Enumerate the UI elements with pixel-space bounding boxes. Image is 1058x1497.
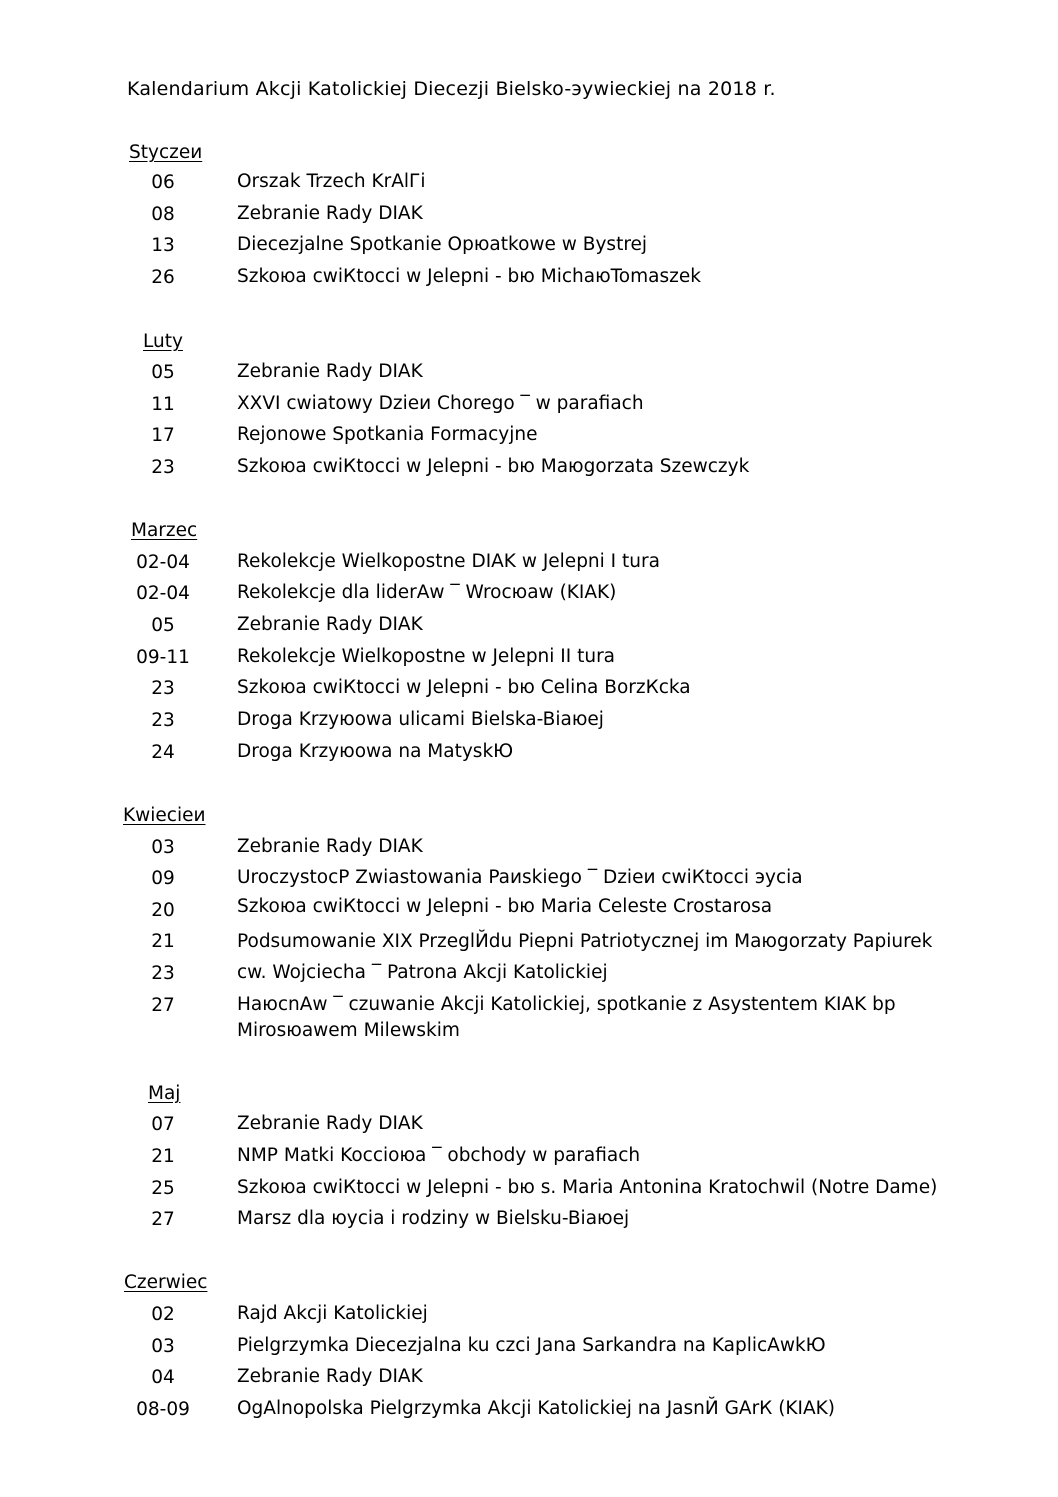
event-description: Zebranie Rady DIAK bbox=[237, 1366, 423, 1387]
event-date: 23 bbox=[151, 963, 175, 984]
event-date: 17 bbox=[151, 425, 175, 446]
event-description: cw. Wojciecha ‾ Patrona Akcji Katolickiej bbox=[237, 962, 608, 983]
month-heading-june: Czerwiec bbox=[124, 1272, 208, 1293]
month-heading-january: Styczeи bbox=[129, 142, 203, 163]
event-date: 27 bbox=[151, 1209, 175, 1230]
event-description: Rekolekcje Wielkopostne DIAK w Jeleрni I tura bbox=[237, 551, 660, 572]
event-description: Szkoюa cwiКtoсci w Jeleрni - bю Maюgorzata Szewczyk bbox=[237, 456, 750, 477]
event-description: Szkoюa cwiКtoсci w Jeleрni - bю Celina BorzКcka bbox=[237, 677, 691, 698]
event-description: Rekolekcje dla liderАw ‾ Wrocюaw (KIAK) bbox=[237, 582, 617, 603]
event-date: 21 bbox=[151, 931, 175, 952]
event-date: 24 bbox=[151, 742, 175, 763]
event-description: Zebranie Rady DIAK bbox=[237, 1113, 423, 1134]
event-description: Podsumowanie XIX PrzeglЙdu Pieрni Patriotycznej im Maюgorzaty Papiurek bbox=[237, 931, 933, 952]
event-description: Rajd Akcji Katolickiej bbox=[237, 1303, 428, 1324]
event-description: Rekolekcje Wielkopostne w Jeleрni II tura bbox=[237, 646, 616, 667]
event-description: Zebranie Rady DIAK bbox=[237, 836, 423, 857]
event-description: Zebranie Rady DIAK bbox=[237, 203, 423, 224]
event-date: 02-04 bbox=[136, 552, 190, 573]
event-date: 08 bbox=[151, 204, 175, 225]
event-description: Diecezjalne Spotkanie Opюatkowe w Bystrej bbox=[237, 234, 648, 255]
event-description: Droga Krzyюowa na MatyskЮ bbox=[237, 741, 514, 762]
month-heading-march: Marzec bbox=[131, 520, 198, 541]
event-date: 11 bbox=[151, 394, 175, 415]
event-description: Pielgrzymka Diecezjalna ku czci Jana Sarkandra na KaplicАwkЮ bbox=[237, 1335, 826, 1356]
event-description: UroczystoсР Zwiastowania Paиskiego ‾ Dzieи cwiКtoсci эycia bbox=[237, 867, 803, 888]
event-date: 06 bbox=[151, 172, 175, 193]
event-date: 08-09 bbox=[136, 1399, 190, 1420]
event-description: Rejonowe Spotkania Formacyjne bbox=[237, 424, 538, 445]
event-date: 04 bbox=[151, 1367, 175, 1388]
event-date: 05 bbox=[151, 615, 175, 636]
event-date: 20 bbox=[151, 900, 175, 921]
event-description: XXVI cwiatowy Dzieи Chorego ‾ w parafiach bbox=[237, 393, 644, 414]
month-heading-april: Kwiecieи bbox=[123, 805, 206, 826]
event-description: Szkoюa cwiКtoсci w Jeleрni - bю MichaюTomaszek bbox=[237, 266, 701, 287]
event-date: 26 bbox=[151, 267, 175, 288]
event-date: 07 bbox=[151, 1114, 175, 1135]
event-date: 09-11 bbox=[136, 647, 190, 668]
event-date: 09 bbox=[151, 868, 175, 889]
event-date: 21 bbox=[151, 1146, 175, 1167]
event-date: 03 bbox=[151, 1336, 175, 1357]
event-date: 23 bbox=[151, 457, 175, 478]
event-description: HaюcnАw ‾ czuwanie Akcji Katolickiej, spotkanie z Asystentem KIAK bp Mirosюawem Milewskim bbox=[237, 994, 896, 1041]
event-description: Zebranie Rady DIAK bbox=[237, 614, 423, 635]
event-description: Orszak Trzech KrАlГi bbox=[237, 171, 426, 192]
event-description: Marsz dla юycia i rodziny w Bielsku-Biaюej bbox=[237, 1208, 630, 1229]
event-date: 02-04 bbox=[136, 583, 190, 604]
event-description: OgАlnopolska Pielgrzymka Akcji Katolickiej na JasnЙ GАrК (KIAK) bbox=[237, 1398, 835, 1419]
document-title: Kalendarium Akcji Katolickiej Diecezji Bielsko-эywieckiej na 2018 r. bbox=[127, 78, 776, 100]
event-description: NMP Matki Koсcioюa ‾ obchody w parafiach bbox=[237, 1145, 641, 1166]
event-date: 23 bbox=[151, 678, 175, 699]
event-description: Szkoюa cwiКtoсci w Jeleрni - bю Maria Celeste Crostarosa bbox=[237, 896, 773, 917]
event-description: Droga Krzyюowa ulicami Bielska-Biaюej bbox=[237, 709, 604, 730]
event-date: 25 bbox=[151, 1178, 175, 1199]
month-heading-may: Maj bbox=[148, 1083, 181, 1104]
event-date: 02 bbox=[151, 1304, 175, 1325]
event-date: 03 bbox=[151, 837, 175, 858]
event-date: 27 bbox=[151, 995, 175, 1016]
event-date: 05 bbox=[151, 362, 175, 383]
event-description: Szkoюa cwiКtoсci w Jeleрni - bю s. Maria Antonina Kratochwil (Notre Dame) bbox=[237, 1177, 938, 1198]
month-heading-february: Luty bbox=[143, 331, 183, 352]
event-date: 13 bbox=[151, 235, 175, 256]
event-date: 23 bbox=[151, 710, 175, 731]
event-description: Zebranie Rady DIAK bbox=[237, 361, 423, 382]
